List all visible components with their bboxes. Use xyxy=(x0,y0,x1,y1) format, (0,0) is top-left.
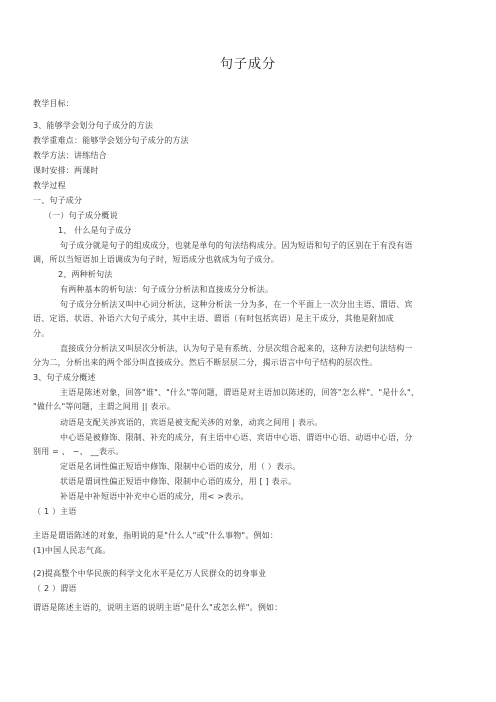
paragraph-line: 调，所以当短语加上语调成为句子时，短语成分也就成为句子成分。 xyxy=(33,255,279,264)
text-line: 教学方法：讲练结合 xyxy=(33,151,107,160)
page-title: 句子成分 xyxy=(219,57,276,72)
paragraph-line: 主语是陈述对象，回答"谁"、"什么"等问题，谓语是对主语加以陈述的，回答"怎么样"、"是什么"、 xyxy=(60,388,420,397)
text-line: 教学目标： xyxy=(33,99,74,108)
text-line: 教学重难点：能够学会划分句子成分的方法 xyxy=(33,136,189,145)
paragraph-line: 主语是谓语陈述的对象，指明说的是"什么人"或"什么事物"。例如： xyxy=(33,531,279,540)
text-line: 教学过程 xyxy=(33,181,66,190)
paragraph-line: 别用 = 、 ~、 __表示。 xyxy=(33,447,124,456)
paragraph-line: 定语是名词性偏正短语中修饰、限制中心语的成分，用（ ）表示。 xyxy=(60,462,301,471)
paragraph-line: 直接成分分析法又叫层次分析法，认为句子是有系统、分层次组合起来的，这种方法把句法结构一 xyxy=(60,344,413,353)
section-heading: 一、句子成分 xyxy=(33,196,83,205)
paragraph-line: 谓语是陈述主语的，说明主语的说明主语"是什么"或怎么样"。例如： xyxy=(33,603,283,612)
paragraph-line: 分为二，分析出来的两个部分叫直接成分。然后不断层层二分，揭示语言中句子结构的层次性。 xyxy=(33,358,378,367)
item-heading: 2、两种析句法 xyxy=(58,270,113,279)
paragraph-line: 状语是谓词性偏正短语中修饰、限制中心语的成分，用 [ ] 表示。 xyxy=(60,477,297,486)
example-line: (1)中国人民志气高。 xyxy=(33,546,111,555)
text-line: 课时安排：两课时 xyxy=(33,166,99,175)
paragraph-line: 分。 xyxy=(33,329,50,338)
example-line: (2)提高整个中华民族的科学文化水平是亿万人民群众的切身事业 xyxy=(33,569,267,578)
subsection-heading: （ 1 ）主语 xyxy=(33,507,77,516)
text-line: 3、能够学会划分句子成分的方法 xyxy=(33,121,154,130)
paragraph-line: 语、定语、状语、补语六大句子成分，其中主语、谓语（有时包括宾语）是主干成分，其他是附加成 xyxy=(33,314,394,323)
paragraph-line: 有两种基本的析句法：句子成分分析法和直接成分分析法。 xyxy=(60,285,274,294)
paragraph-line: 句子成分分析法又叫中心词分析法，这种分析法一分为多，在一个平面上一次分出主语、谓语、宾 xyxy=(60,300,413,309)
item-heading: 3、句子成分概述 xyxy=(33,373,96,382)
paragraph-line: 句子成分就是句子的组成成分，也就是单句的句法结构成分。因为短语和句子的区别在于有没有语 xyxy=(60,241,413,250)
paragraph-line: 补语是中补短语中补充中心语的成分，用< >表示。 xyxy=(60,492,249,501)
paragraph-line: 中心语是被修饰、限制、补充的成分，有主语中心语、宾语中心语、谓语中心语、动语中心语，分 xyxy=(60,433,413,442)
paragraph-line: 动语是支配关涉宾语的，宾语是被支配关涉的对象，动宾之间用 | 表示。 xyxy=(60,418,323,427)
subsection-heading: （一）句子成分概说 xyxy=(44,211,118,220)
paragraph-line: "做什么"等问题，主谓之间用 || 表示。 xyxy=(33,402,176,411)
item-heading: 1、 什么是句子成分 xyxy=(58,226,132,235)
subsection-heading: （ 2 ）谓语 xyxy=(33,584,77,593)
